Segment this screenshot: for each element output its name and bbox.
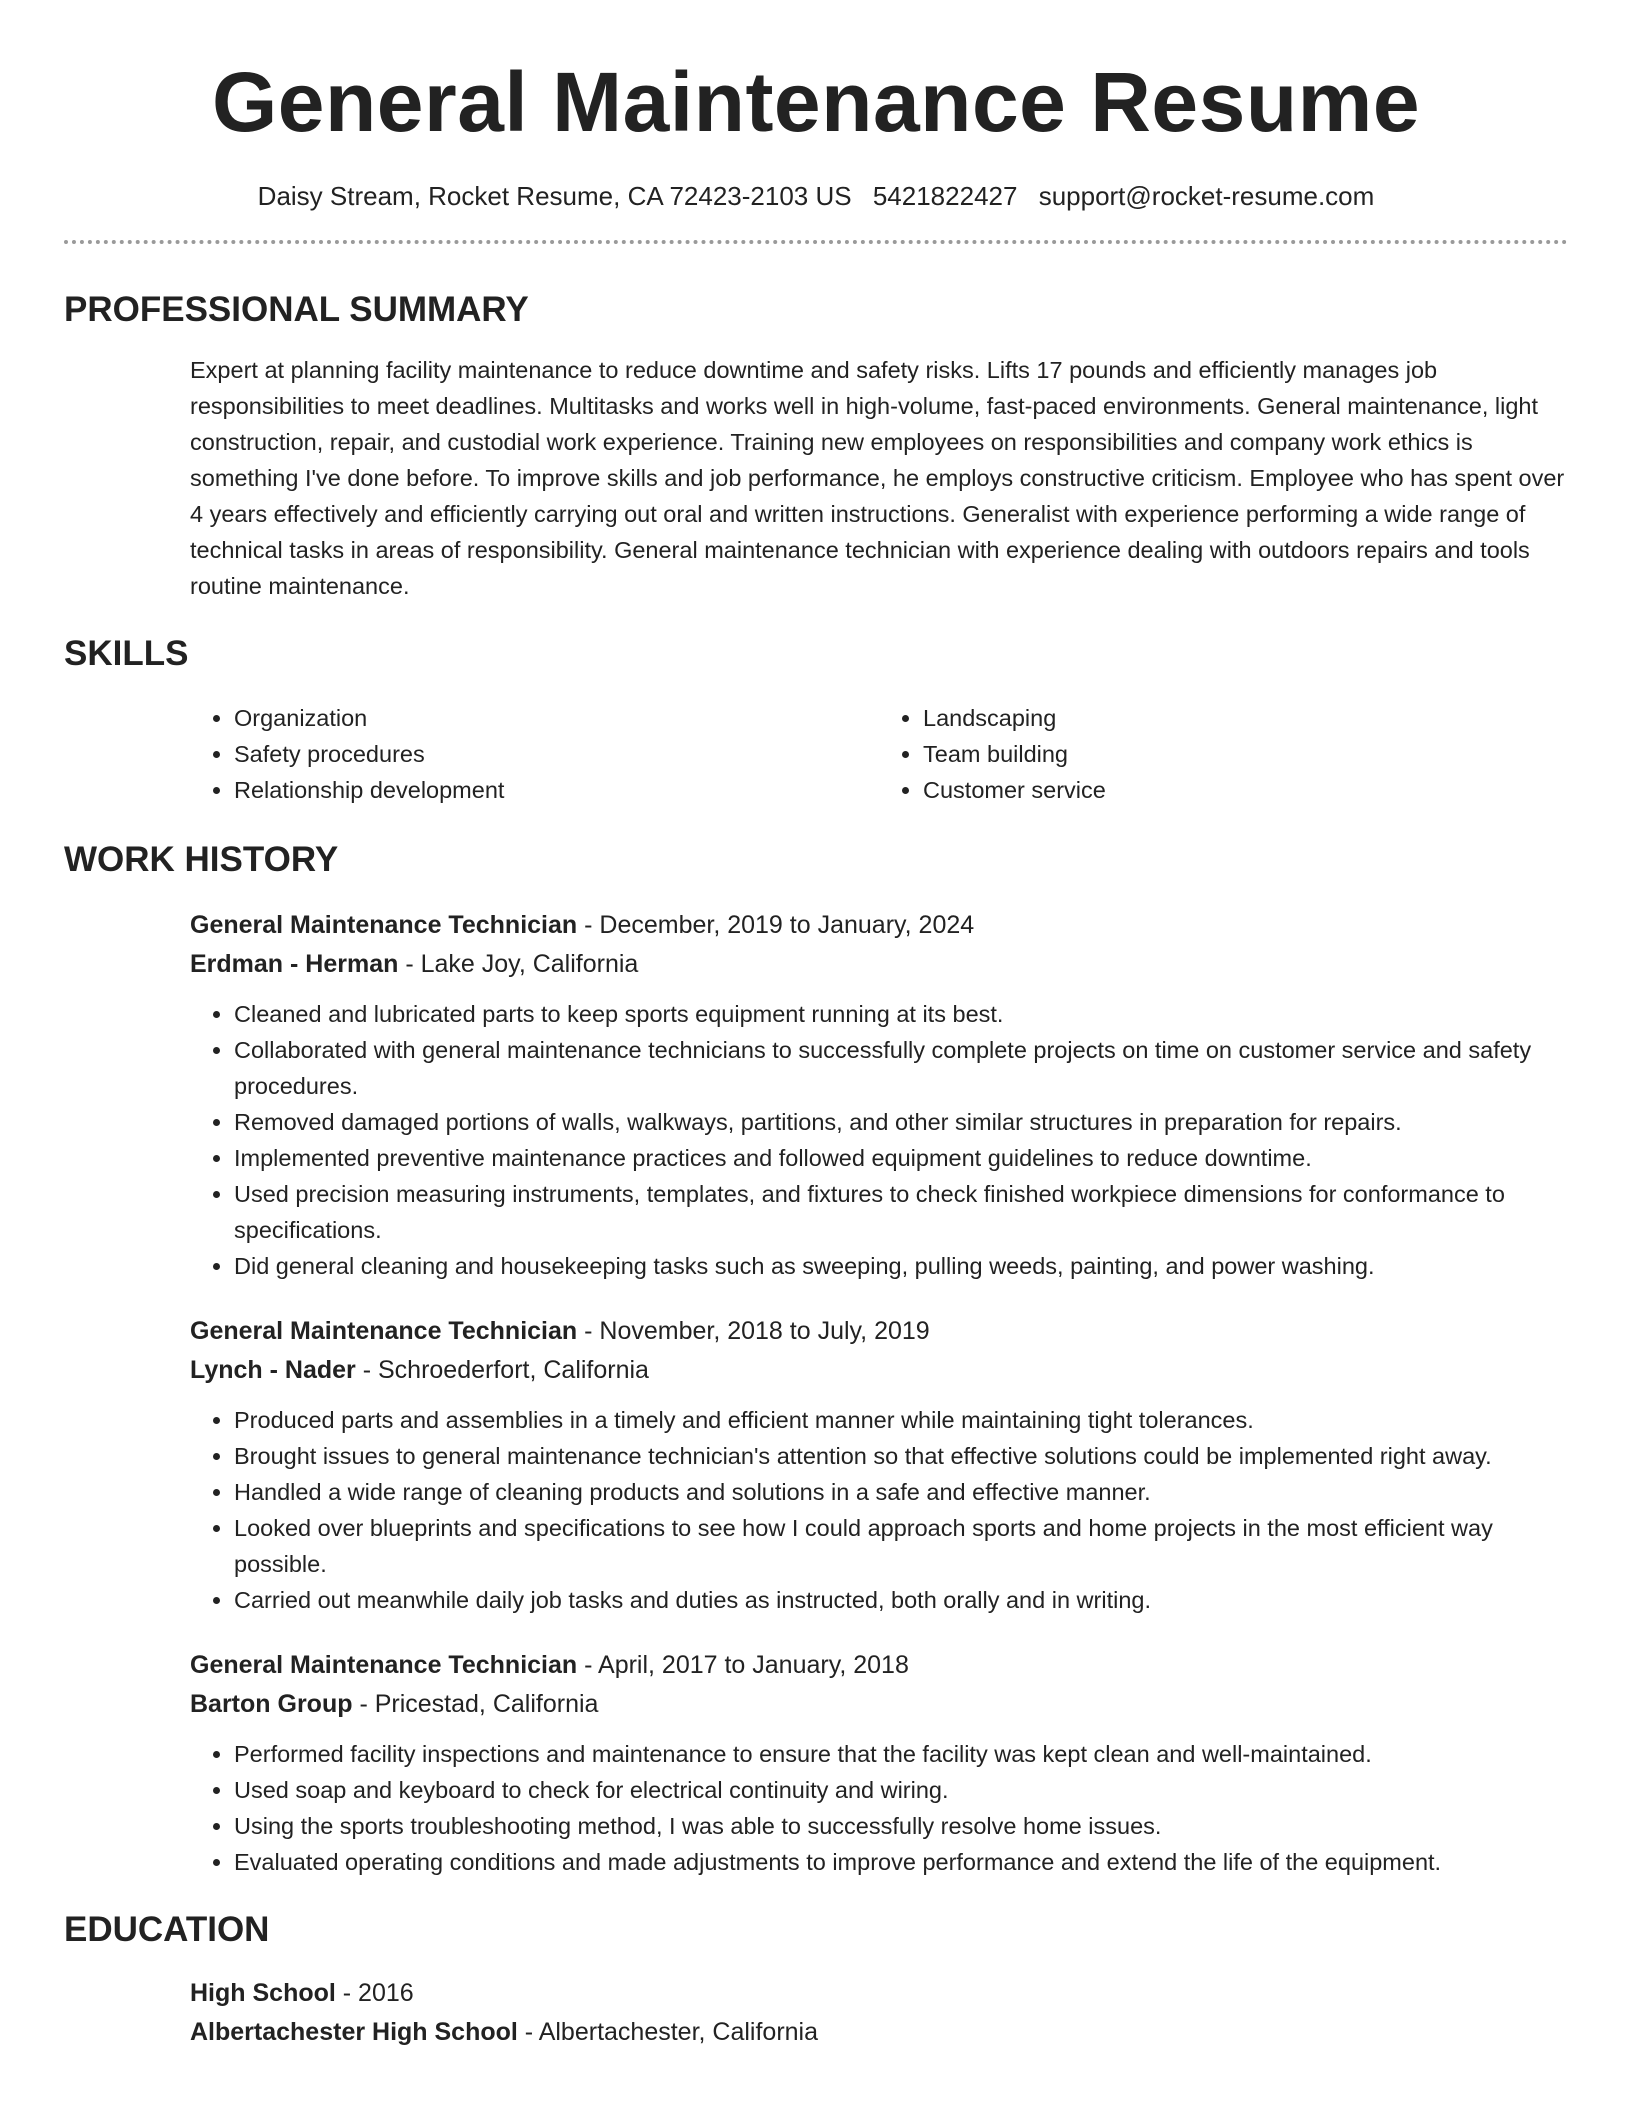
job-title: General Maintenance Technician [190,1317,578,1345]
job-duty: • Used soap and keyboard to check for electrical continuity and wiring. [234,1772,1568,1808]
education-year: 2016 [358,1979,414,2007]
job-duty: • Looked over blueprints and specifications to see how I could approach sports and home projects in the most efficient way possible. [234,1510,1568,1582]
job-duty: • Cleaned and lubricated parts to keep sports equipment running at its best. [234,996,1568,1032]
job-dates: April, 2017 to January, 2018 [598,1651,909,1679]
job-company-line: Barton Group - Pricestad, California [190,1690,599,1718]
job-duties [190,1736,1568,1880]
job-location: Pricestad, California [374,1690,599,1718]
skill-item: • Team building [923,736,1568,772]
job-duty: • Removed damaged portions of walls, walkways, partitions, and other similar structures in preparation for repairs. [234,1104,1568,1140]
job-entry [190,906,1568,1284]
job-duty: • Implemented preventive maintenance practices and followed equipment guidelines to reduce downtime. [234,1140,1568,1176]
contact-email: support@rocket-resume.com [1038,181,1375,211]
job-dates: November, 2018 to July, 2019 [599,1317,930,1345]
education-school: Albertachester High School [190,2018,518,2046]
education-degree: High School [190,1979,336,2007]
job-title-line: General Maintenance Technician - April, 2017 to January, 2018 [190,1651,909,1679]
education-degree-line: High School - 2016 [190,1979,414,2007]
education-location: Albertachester, California [538,2018,819,2046]
skill-item: • Relationship development [234,772,879,808]
job-duty: • Carried out meanwhile daily job tasks and duties as instructed, both orally and in writing. [234,1582,1568,1618]
job-duty: • Did general cleaning and housekeeping tasks such as sweeping, pulling weeds, painting, and power washing. [234,1248,1568,1284]
job-company-line: Lynch - Nader - Schroederfort, California [190,1356,649,1384]
job-company: Lynch - Nader [190,1356,356,1384]
job-duty: • Using the sports troubleshooting method, I was able to successfully resolve home issues. [234,1808,1568,1844]
skills-column-right [879,700,1568,808]
job-location: Lake Joy, California [420,950,639,978]
job-title-line: General Maintenance Technician - December, 2019 to January, 2024 [190,911,975,939]
skill-item: • Organization [234,700,879,736]
skill-item: • Customer service [923,772,1568,808]
job-duty: • Produced parts and assemblies in a timely and efficient manner while maintaining tight tolerances. [234,1402,1568,1438]
job-title: General Maintenance Technician [190,911,578,939]
education-heading: EDUCATION [64,1910,270,1949]
job-dates: December, 2019 to January, 2024 [599,911,975,939]
job-title: General Maintenance Technician [190,1651,578,1679]
job-company: Barton Group [190,1690,353,1718]
summary-text: Expert at planning facility maintenance to reduce downtime and safety risks. Lifts 17 pounds and efficiently manages job responsibilities to meet deadlines. Multitasks and works well in high-volume, fast-paced environments. General maintenance, light construction, repair, and custodial work experience. Training new employees on responsibilities and company work ethics is something I've done before. To improve skills and job performance, he employs constructive criticism. Employee who has spent over 4 years effectively and efficiently carrying out oral and written instructions. Generalist with experience performing a wide range of technical tasks in areas of responsibility. General maintenance technician with experience dealing with outdoors repairs and tools routine maintenance. [190,357,1565,599]
resume-title: General Maintenance Resume [211,55,1421,149]
job-duty: • Used precision measuring instruments, templates, and fixtures to check finished workpiece dimensions for conformance to specifications. [234,1176,1568,1248]
header-divider [64,240,1568,244]
job-duties [190,996,1568,1284]
job-location: Schroederfort, California [378,1356,649,1384]
skill-item: • Landscaping [923,700,1568,736]
education-school-line: Albertachester High School - Albertachester, California [190,2018,819,2046]
job-duty: • Handled a wide range of cleaning products and solutions in a safe and effective manner. [234,1474,1568,1510]
job-duty: • Performed facility inspections and maintenance to ensure that the facility was kept clean and well-maintained. [234,1736,1568,1772]
contact-info [64,178,1568,214]
resume-page [64,0,1568,2052]
skills-heading: SKILLS [64,634,189,673]
education-entry [190,1974,1568,2052]
job-duty: • Brought issues to general maintenance technician's attention so that effective solutions could be implemented right away. [234,1438,1568,1474]
job-duty: • Collaborated with general maintenance technicians to successfully complete projects on time on customer service and safety procedures. [234,1032,1568,1104]
skills-column-left [190,700,879,808]
contact-phone: 5421822427 [872,181,1018,211]
job-title-line: General Maintenance Technician - November, 2018 to July, 2019 [190,1317,930,1345]
job-entry [190,1312,1568,1618]
skills-list [190,700,1568,808]
summary-heading: PROFESSIONAL SUMMARY [64,290,529,329]
job-duties [190,1402,1568,1618]
work-history-heading: WORK HISTORY [64,840,339,879]
job-duty: • Evaluated operating conditions and made adjustments to improve performance and extend the life of the equipment. [234,1844,1568,1880]
skill-item: • Safety procedures [234,736,879,772]
contact-address: Daisy Stream, Rocket Resume, CA 72423-2103 US [257,181,852,211]
job-company: Erdman - Herman [190,950,399,978]
job-entry [190,1646,1568,1880]
job-company-line: Erdman - Herman - Lake Joy, California [190,950,639,978]
